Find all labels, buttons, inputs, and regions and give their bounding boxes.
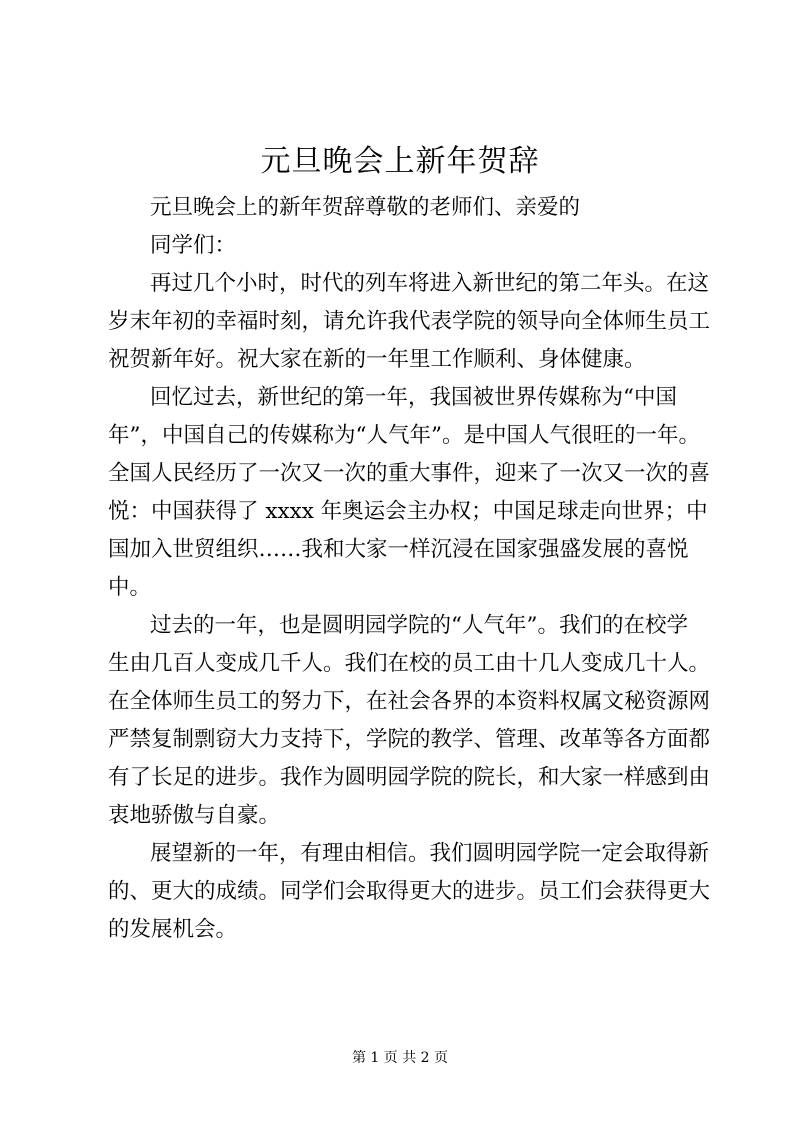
paragraph-line: 有了长足的进步。我作为圆明园学院的院长，和大家一样感到由 bbox=[108, 765, 711, 790]
paragraph-line: 再过几个小时，时代的列车将进入新世纪的第二年头。在这 bbox=[150, 271, 710, 296]
paragraph-line: 回忆过去，新世纪的第一年，我国被世界传媒称为“中国 bbox=[150, 385, 677, 410]
paragraph-line: 展望新的一年，有理由相信。我们圆明园学院一定会取得新 bbox=[150, 841, 710, 866]
paragraph-line: 中。 bbox=[108, 575, 152, 600]
paragraph-line: 衷地骄傲与自豪。 bbox=[108, 803, 281, 828]
document-title: 元旦晚会上新年贺辞 bbox=[260, 144, 540, 179]
paragraph-line: 元旦晚会上的新年贺辞尊敬的老师们、亲爱的 bbox=[150, 195, 581, 220]
paragraph-line: 全国人民经历了一次又一次的重大事件，迎来了一次又一次的喜 bbox=[108, 461, 711, 486]
paragraph-line: 国加入世贸组织……我和大家一样沉浸在国家强盛发展的喜悦 bbox=[108, 537, 689, 562]
paragraph-line: 岁末年初的幸福时刻，请允许我代表学院的领导向全体师生员工 bbox=[108, 309, 711, 334]
paragraph-line: 同学们： bbox=[150, 233, 237, 258]
paragraph-line: 年”，中国自己的传媒称为“人气年”。是中国人气很旺的一年。 bbox=[108, 423, 700, 448]
paragraph-line: 生由几百人变成几千人。我们在校的员工由十几人变成几十人。 bbox=[108, 651, 711, 676]
paragraph-line: 的发展机会。 bbox=[108, 917, 238, 942]
page-footer: 第 1 页 共 2 页 bbox=[351, 1050, 449, 1066]
paragraph-line: 的、更大的成绩。同学们会取得更大的进步。员工们会获得更大 bbox=[108, 879, 711, 904]
paragraph-line: 悦：中国获得了 xxxx 年奥运会主办权；中国足球走向世界；中 bbox=[108, 499, 708, 524]
paragraph-line: 在全体师生员工的努力下，在社会各界的本资料权属文秘资源网 bbox=[108, 689, 711, 714]
paragraph-line: 严禁复制剽窃大力支持下，学院的教学、管理、改革等各方面都 bbox=[108, 727, 711, 752]
paragraph-line: 过去的一年，也是圆明园学院的“人气年”。我们的在校学 bbox=[150, 613, 688, 638]
paragraph-line: 祝贺新年好。祝大家在新的一年里工作顺利、身体健康。 bbox=[108, 347, 646, 372]
